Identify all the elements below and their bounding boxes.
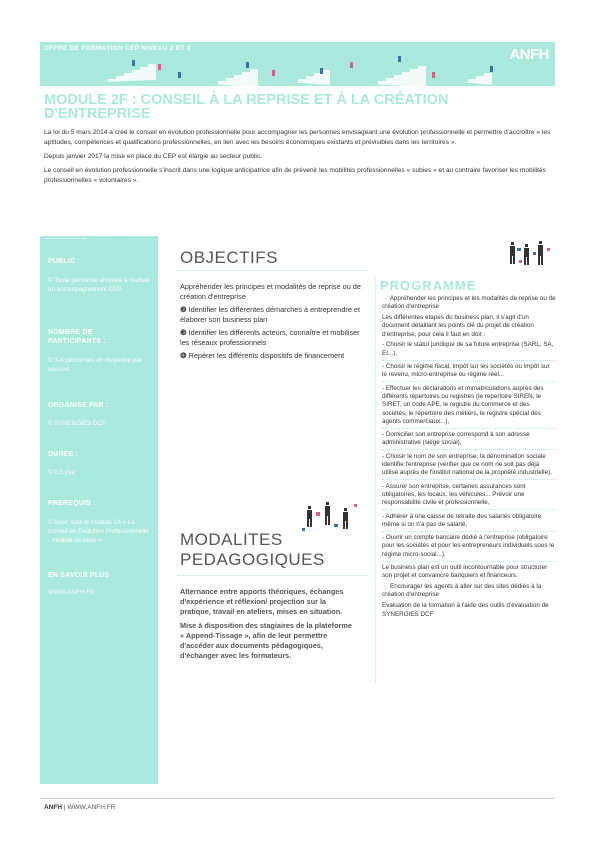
programme-step: - Choisir le statut juridique de sa future entreprise (SARL, SA, EI...), — [382, 341, 556, 360]
duration-heading: DUREE : — [48, 451, 79, 458]
programme-divider — [375, 278, 376, 683]
objective-text: Identifier les différents acteurs, connaître et mobiliser les réseaux professionnels — [180, 328, 360, 347]
programme-step: - Choisir le régime fiscal, impôt sur les sociétés ou impôt sur le revenu, micro-entreprise ou régime réel... — [382, 363, 556, 382]
arrow-icon: → — [382, 583, 389, 591]
public-heading: PUBLIC : — [48, 258, 80, 265]
programme-step: - Effectuer les déclarations et immatriculations auprès des différents répertoires ou registres (le repertoire SIREN, le SIRET, un code APE, le registre du commerce et des sociétés, le répertoire des métiers, le registre spécial des agents commerciaux...), — [382, 385, 556, 429]
objective-number: ❷ — [180, 305, 187, 314]
intro-text — [44, 128, 556, 190]
footer-divider — [40, 798, 555, 799]
more-info-heading: EN SAVOIR PLUS — [48, 572, 110, 579]
organiser-text: © SYNERGIES DCF — [48, 420, 106, 427]
objective-text: Identifier les différentes démarches à entreprendre et élaborer son business plan — [180, 305, 361, 324]
programme-note: Le business plan est un outil incontournable pour structurer son projet et convaincre banquiers et financeurs. — [382, 564, 548, 580]
programme-evaluation: Evaluation de la formation à l'aide des outils d'évaluation de SYNERGIES DCF — [382, 602, 549, 618]
objective-item — [180, 282, 368, 302]
intro-paragraph: La loi du 5 mars 2014 a créé le conseil en évolution professionnelle pour accompagner les personnes envisageant une évolution professionnelle et permettre d'accroître « les aptitudes, compétences et qualifications professionnelles, en lien avec les besoins économiques existants et prévisibles dans les territoires ». — [44, 129, 551, 146]
modalites-title: PEDAGOGIQUES — [180, 550, 325, 569]
modalites-divider — [178, 575, 368, 576]
arrow-icon: → — [382, 295, 389, 302]
objective-item — [180, 305, 368, 325]
module-title: MODULE 2F : CONSEIL À LA REPRISE ET À LA CRÉATION D'ENTREPRISE — [44, 92, 449, 122]
participants-heading: NOMBRE DE — [48, 329, 93, 336]
modalites-paragraph: Mise à disposition des stagiaires de la plateforme « Append-Tissage », afin de leur permettre d'accéder aux documents pédagogiques, d'échanger avec les formateurs. — [180, 621, 352, 660]
programme-step: - Adhérer à une caisse de retraite des salariés obligatoire même si on n'a pas de salarié, — [382, 513, 556, 532]
duration-text: © 0,5 jour — [48, 469, 76, 476]
participants-heading: PARTICIPANTS : — [48, 338, 106, 345]
organiser-heading: ORGANISE PAR : — [48, 402, 109, 409]
objective-number: ❹ — [180, 351, 187, 360]
prerequisites-text: © Avoir suivi le module 1A « Le conseil en Evolution Professionnelle - module de base » — [48, 519, 149, 544]
programme-heading-text: Appréhender les principes et les modalités de reprise ou de création d'entreprise — [382, 295, 556, 311]
intro-paragraph: Le conseil en évolution professionnelle s'inscrit dans une logique anticipatrice afin de prévenir les mobilités professionnelles « subies » et au contraire favoriser les mobilités professionnelles « volontaires ». — [44, 167, 546, 184]
modalites-paragraph: Alternance entre apports théoriques, échanges d'expérience et réflexion/ projection sur la pratique, travail en ateliers, mises en situation. — [180, 587, 344, 616]
team-illustration — [300, 498, 366, 540]
objective-item — [180, 328, 368, 348]
anfh-logo: ANFH — [509, 46, 549, 63]
sidebar-divider — [46, 238, 86, 239]
page-footer — [44, 804, 115, 811]
banner-label: OFFRE DE FORMATION CEP NIVEAU 2 ET 3 — [44, 45, 191, 52]
objective-text: Repérer les différents dispositifs de financement — [188, 351, 345, 360]
people-illustration — [505, 238, 553, 272]
programme-heading — [382, 583, 556, 600]
footer-brand: ANFH — [44, 804, 63, 811]
objective-item — [180, 351, 368, 361]
footer-separator: | — [62, 804, 68, 811]
objectifs-list — [180, 282, 368, 364]
info-sidebar — [40, 236, 158, 784]
programme-step: - Choisir le nom de son entreprise, la dénomination sociale identifie l'entreprise (vérifier que ce nom ne soit pas déjà utilisé auprès de l'institut national de la propriété industrielle), — [382, 453, 556, 480]
programme-text — [382, 295, 556, 621]
objective-number: ❸ — [180, 328, 187, 337]
programme-step: - Ouvrir un compte bancaire dédié à l'entreprise (obligatoire pour les sociétés et pour les entrepreneurs individuels sous le régime micro-social...). — [382, 534, 556, 561]
objectifs-divider — [178, 270, 368, 271]
participants-text: © 3-4 personnes en moyenne par session — [48, 357, 142, 373]
programme-step: - Assurer son entreprise, certaines assurances sont obligatoires, les locaux, les véhicules... Prévoir une responsabilité civile et professionnelle, — [382, 483, 556, 510]
prerequisites-heading: PRÉREQUIS : — [48, 500, 96, 507]
programme-intro: Les différentes étapes du business plan, il s'agit d'un document détaillant les points clé du projet de création d'entreprise, pour cela il faut en doit : — [382, 314, 534, 338]
programme-heading-text: Encourager les agents à aller sur des sites dédiés à la création d'entreprise — [382, 583, 542, 599]
objective-text: Appréhender les principes et modalités de reprise ou de création d'entreprise — [180, 282, 361, 301]
modalites-title: MODALITES — [180, 530, 283, 549]
programme-heading — [382, 295, 556, 312]
objectifs-title: OBJECTIFS — [180, 248, 279, 267]
website-link[interactable]: WWW.ANFH.FR — [48, 589, 95, 596]
header-banner — [40, 42, 555, 86]
programme-title: PROGRAMME — [380, 278, 477, 293]
modalites-text — [180, 587, 358, 665]
intro-paragraph: Depuis janvier 2017 la mise en place du CEP est élargie au secteur public. — [44, 153, 262, 160]
footer-url[interactable]: WWW.ANFH.FR — [67, 804, 116, 811]
programme-step: - Domicilier son entreprise correspond à son adresse administrative (siège social), — [382, 431, 556, 450]
public-text: © Toute personne amenée à réaliser un accompagnement CEP — [48, 277, 150, 293]
